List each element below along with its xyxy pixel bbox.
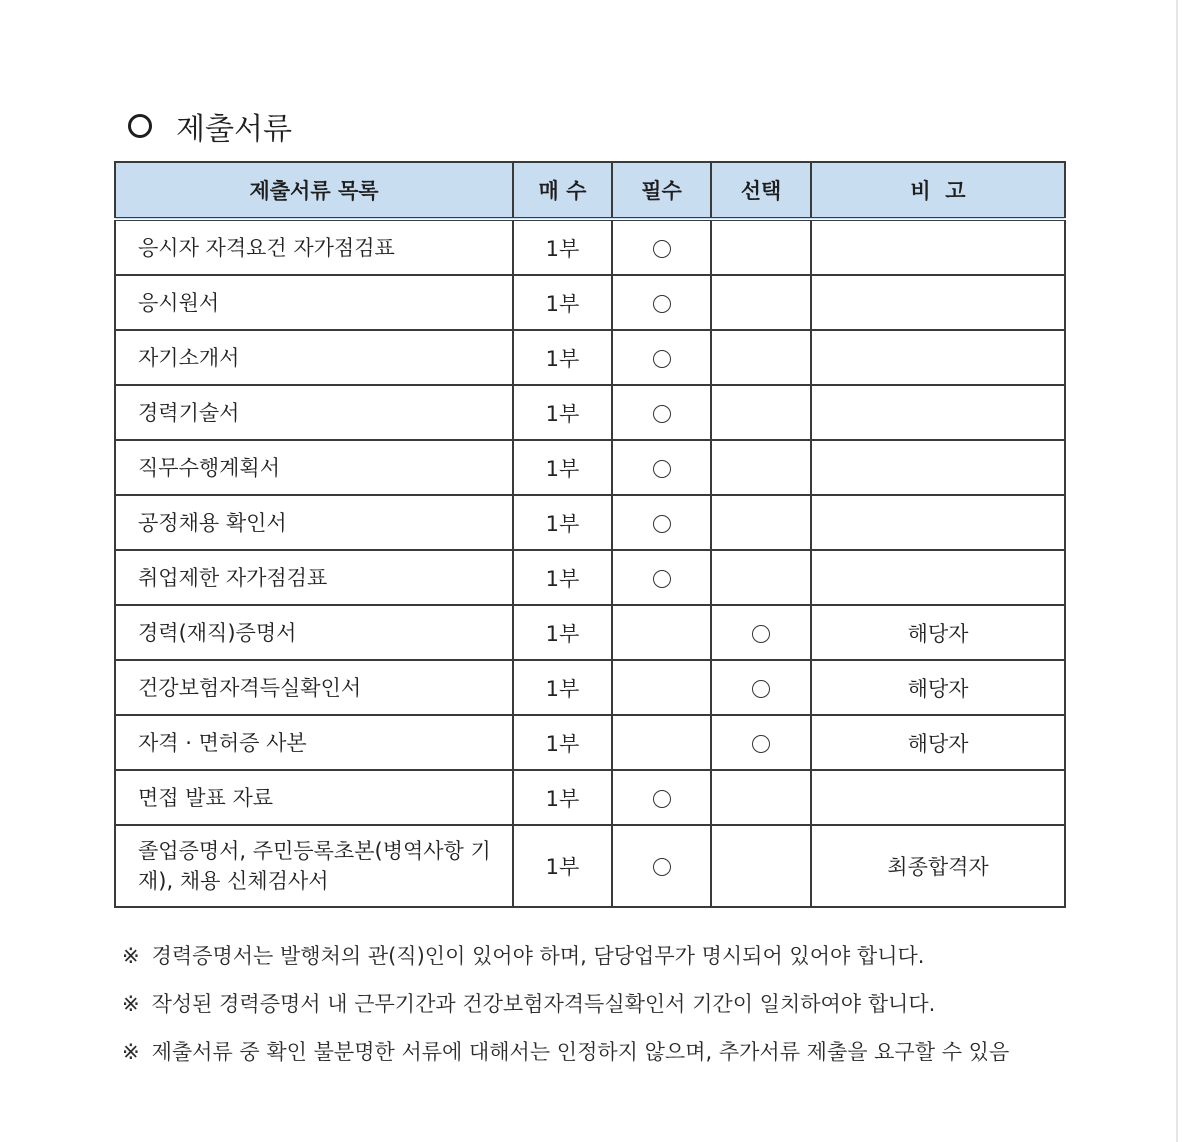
optional-cell xyxy=(711,275,811,330)
required-cell xyxy=(612,495,711,550)
optional-cell xyxy=(711,770,811,825)
required-cell xyxy=(612,825,711,907)
table-row xyxy=(115,330,1065,385)
count-cell: 1부 xyxy=(513,495,612,550)
count-cell: 1부 xyxy=(513,219,612,275)
table-row xyxy=(115,440,1065,495)
optional-cell xyxy=(711,219,811,275)
document-name-cell: 공정채용 확인서 xyxy=(115,495,513,550)
reference-mark-icon: ※ xyxy=(122,1040,140,1064)
count-cell: 1부 xyxy=(513,330,612,385)
remarks-cell xyxy=(811,330,1065,385)
header-remarks: 비 고 xyxy=(811,162,1065,219)
remarks-cell: 해당자 xyxy=(811,660,1065,715)
circle-mark-icon xyxy=(653,350,671,368)
required-cell xyxy=(612,219,711,275)
optional-cell xyxy=(711,825,811,907)
remarks-cell: 최종합격자 xyxy=(811,825,1065,907)
count-cell: 1부 xyxy=(513,275,612,330)
document-name-cell: 취업제한 자가점검표 xyxy=(115,550,513,605)
document-name-cell: 직무수행계획서 xyxy=(115,440,513,495)
table-header-row xyxy=(115,162,1065,219)
document-name-cell: 응시원서 xyxy=(115,275,513,330)
circle-mark-icon xyxy=(752,735,770,753)
document-name-cell: 건강보험자격득실확인서 xyxy=(115,660,513,715)
notes-section xyxy=(122,938,1009,1082)
page-edge xyxy=(1176,0,1178,1142)
optional-cell xyxy=(711,605,811,660)
count-cell: 1부 xyxy=(513,550,612,605)
required-cell xyxy=(612,715,711,770)
required-cell xyxy=(612,440,711,495)
header-required: 필수 xyxy=(612,162,711,219)
header-optional: 선택 xyxy=(711,162,811,219)
required-cell xyxy=(612,605,711,660)
section-title: 제출서류 xyxy=(176,112,292,147)
circle-mark-icon xyxy=(653,858,671,876)
table-row xyxy=(115,660,1065,715)
documents-table xyxy=(114,161,1066,908)
document-name-cell: 경력기술서 xyxy=(115,385,513,440)
table-row xyxy=(115,219,1065,275)
table-row xyxy=(115,770,1065,825)
table-row xyxy=(115,550,1065,605)
table-row xyxy=(115,495,1065,550)
document-name-cell: 졸업증명서, 주민등록초본(병역사항 기재), 채용 신체검사서 xyxy=(115,825,513,907)
document-name-cell: 자기소개서 xyxy=(115,330,513,385)
required-cell xyxy=(612,385,711,440)
document-name-cell: 응시자 자격요건 자가점검표 xyxy=(115,219,513,275)
circle-mark-icon xyxy=(752,625,770,643)
remarks-cell xyxy=(811,440,1065,495)
count-cell: 1부 xyxy=(513,770,612,825)
count-cell: 1부 xyxy=(513,385,612,440)
optional-cell xyxy=(711,715,811,770)
table-row xyxy=(115,605,1065,660)
note-item xyxy=(122,1034,1009,1082)
circle-mark-icon xyxy=(653,405,671,423)
required-cell xyxy=(612,770,711,825)
required-cell xyxy=(612,660,711,715)
header-count: 매 수 xyxy=(513,162,612,219)
optional-cell xyxy=(711,550,811,605)
reference-mark-icon: ※ xyxy=(122,992,140,1016)
table-row xyxy=(115,715,1065,770)
note-item xyxy=(122,986,1009,1034)
circle-mark-icon xyxy=(752,680,770,698)
count-cell: 1부 xyxy=(513,605,612,660)
remarks-cell xyxy=(811,219,1065,275)
optional-cell xyxy=(711,660,811,715)
remarks-cell xyxy=(811,770,1065,825)
remarks-cell xyxy=(811,550,1065,605)
count-cell: 1부 xyxy=(513,660,612,715)
circle-mark-icon xyxy=(653,790,671,808)
circle-mark-icon xyxy=(653,515,671,533)
table-row xyxy=(115,825,1065,907)
circle-mark-icon xyxy=(653,570,671,588)
document-name-cell: 경력(재직)증명서 xyxy=(115,605,513,660)
circle-mark-icon xyxy=(653,460,671,478)
reference-mark-icon: ※ xyxy=(122,944,140,968)
optional-cell xyxy=(711,385,811,440)
header-document-list: 제출서류 목록 xyxy=(115,162,513,219)
section-heading xyxy=(128,104,292,148)
count-cell: 1부 xyxy=(513,825,612,907)
note-item xyxy=(122,938,1009,986)
note-text: 경력증명서는 발행처의 관(직)인이 있어야 하며, 담당업무가 명시되어 있어야 합니다. xyxy=(151,944,925,968)
table-row xyxy=(115,275,1065,330)
bullet-circle-icon xyxy=(128,114,152,138)
note-text: 작성된 경력증명서 내 근무기간과 건강보험자격득실확인서 기간이 일치하여야 합니다. xyxy=(151,992,936,1016)
circle-mark-icon xyxy=(653,295,671,313)
table-row xyxy=(115,385,1065,440)
remarks-cell: 해당자 xyxy=(811,605,1065,660)
optional-cell xyxy=(711,495,811,550)
count-cell: 1부 xyxy=(513,440,612,495)
remarks-cell xyxy=(811,385,1065,440)
count-cell: 1부 xyxy=(513,715,612,770)
note-text: 제출서류 중 확인 불분명한 서류에 대해서는 인정하지 않으며, 추가서류 제출을 요구할 수 있음 xyxy=(151,1040,1010,1064)
document-name-cell: 면접 발표 자료 xyxy=(115,770,513,825)
circle-mark-icon xyxy=(653,240,671,258)
required-cell xyxy=(612,330,711,385)
remarks-cell xyxy=(811,275,1065,330)
optional-cell xyxy=(711,330,811,385)
required-cell xyxy=(612,275,711,330)
remarks-cell: 해당자 xyxy=(811,715,1065,770)
optional-cell xyxy=(711,440,811,495)
required-cell xyxy=(612,550,711,605)
remarks-cell xyxy=(811,495,1065,550)
document-name-cell: 자격 · 면허증 사본 xyxy=(115,715,513,770)
